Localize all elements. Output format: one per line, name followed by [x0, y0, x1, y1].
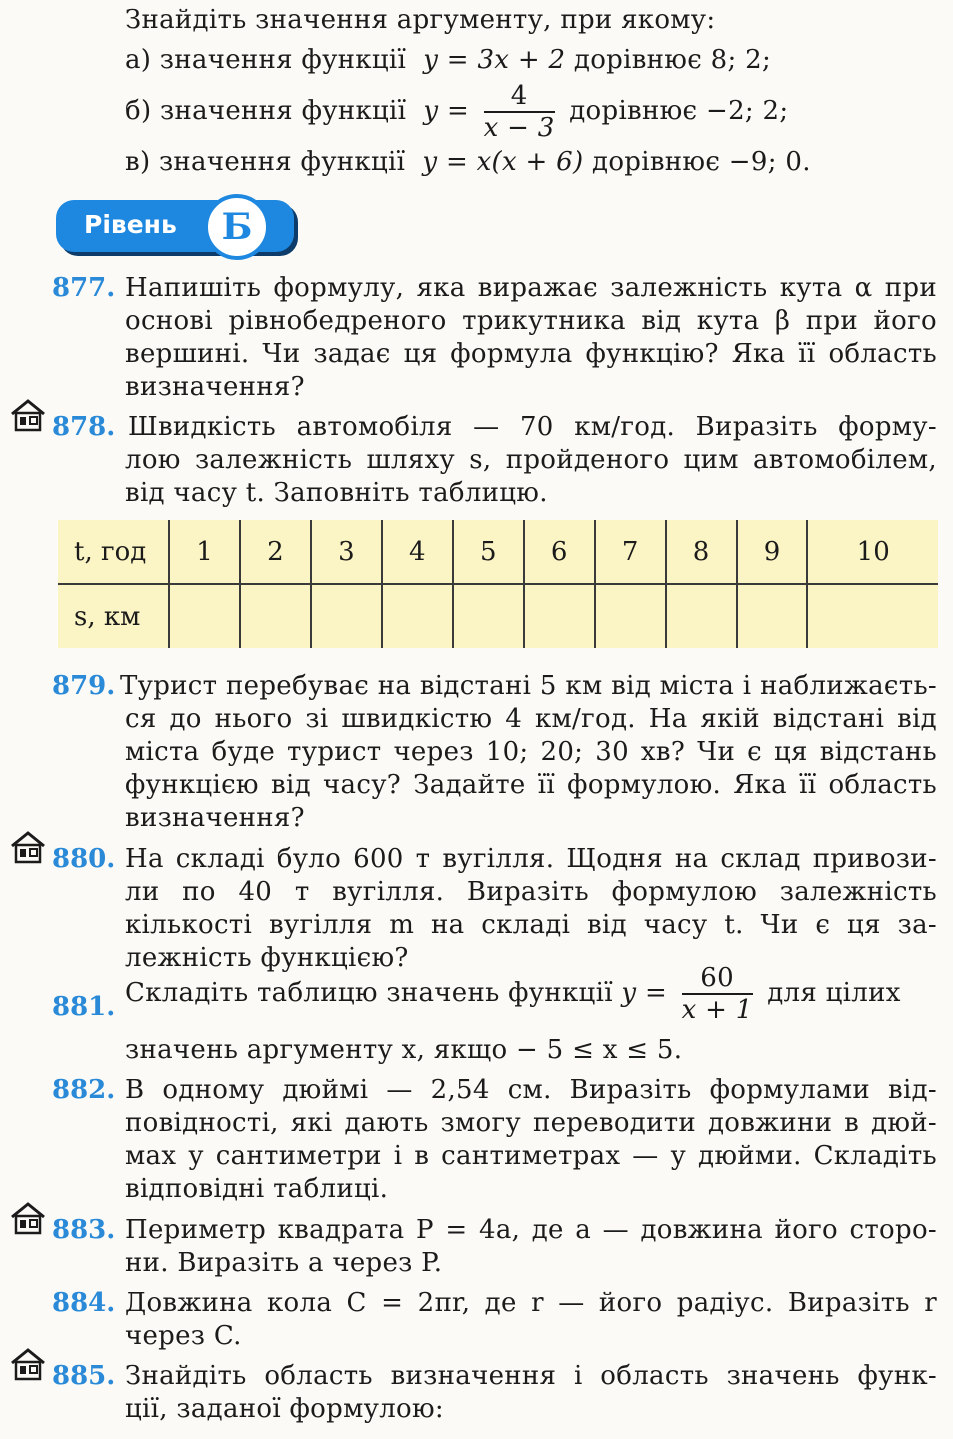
problem-880-line: На складі було 600 т вугілля. Щодня на склад привози-	[125, 844, 937, 874]
table-cell-s	[382, 584, 453, 648]
intro-b-suffix: дорівнює −2; 2;	[569, 96, 789, 126]
problem-883-number: 883.	[52, 1215, 116, 1245]
house-icon	[10, 1201, 46, 1235]
problem-880-number: 880.	[52, 844, 116, 874]
problem-884-line: через C.	[125, 1321, 242, 1351]
problem-881-numerator: 60	[682, 963, 753, 995]
table-cell-t: 4	[382, 520, 453, 584]
table-cell-s	[169, 584, 240, 648]
table-cell-s	[453, 584, 524, 648]
problem-879-line: визначення?	[125, 803, 305, 833]
intro-c-prefix: в) значення функції	[125, 147, 406, 177]
table-cell-s	[524, 584, 595, 648]
level-badge	[56, 200, 294, 252]
problem-881-line	[125, 962, 937, 1025]
intro-a-suffix: дорівнює 8; 2;	[573, 45, 772, 75]
problem-881-denominator: x + 1	[681, 995, 753, 1025]
table-row	[58, 520, 938, 584]
table-cell-t: 5	[453, 520, 524, 584]
table-cell-s	[737, 584, 808, 648]
intro-a-formula: y = 3x + 2	[423, 45, 566, 75]
problem-882-line: відповідні таблиці.	[125, 1174, 389, 1204]
intro-item-a	[125, 44, 771, 76]
table-cell-t: 3	[311, 520, 382, 584]
house-icon	[10, 1347, 46, 1381]
problem-877-number: 877.	[52, 273, 116, 303]
table-cell-t: 6	[524, 520, 595, 584]
problem-879-line: ся до нього зі швидкістю 4 км/год. На якій відстані від	[125, 704, 937, 734]
problem-878-line: Швидкість автомобіля — 70 км/год. Виразіть форму-	[128, 412, 937, 442]
problem-883-line: Периметр квадрата P = 4a, де a — довжина його сторо-	[125, 1215, 937, 1245]
problem-880-line: ли по 40 т вугілля. Виразіть формулою залежність	[125, 877, 937, 907]
problem-881-lhs: y =	[621, 978, 668, 1008]
problem-879-line: міста буде турист через 10; 20; 30 хв? Чи є ця відстань	[125, 737, 937, 767]
table-row	[58, 584, 938, 648]
table-cell-t: 8	[666, 520, 737, 584]
intro-b-numerator: 4	[484, 81, 555, 113]
level-letter: Б	[204, 194, 270, 260]
intro-b-lhs: y =	[423, 96, 470, 126]
problem-881-prefix: Складіть таблицю значень функції	[125, 978, 613, 1008]
table-row-label-s: s, км	[74, 601, 141, 632]
problem-885-line: Знайдіть область визначення і область значень функ-	[125, 1361, 937, 1391]
problem-880-line: кількості вугілля m на складі від часу t. Чи є ця за-	[125, 910, 937, 940]
intro-item-b	[125, 80, 788, 143]
table-cell-t: 1	[169, 520, 240, 584]
problem-877-line: вершині. Чи задає ця формула функцію? Яка її область	[125, 339, 937, 369]
table-cell-t: 10	[807, 520, 938, 584]
intro-item-c	[125, 146, 811, 178]
intro-b-fraction	[484, 81, 555, 143]
problem-883-line: ни. Виразіть a через P.	[125, 1248, 443, 1278]
problem-878-line: лою залежність шляху s, пройденого цим автомобілем,	[125, 445, 937, 475]
house-icon	[10, 398, 46, 432]
table-cell-s	[807, 584, 938, 648]
table-cell-t: 9	[737, 520, 808, 584]
table-cell-s	[666, 584, 737, 648]
problem-879-line: Турист перебуває на відстані 5 км від міста і наближаєть-	[120, 671, 937, 701]
problem-878-number: 878.	[52, 412, 116, 442]
problem-881-line: значень аргументу x, якщо − 5 ≤ x ≤ 5.	[125, 1035, 683, 1065]
problem-877-line: основі рівнобедреного трикутника від кута β при його	[125, 306, 937, 336]
intro-c-suffix: дорівнює −9; 0.	[592, 147, 811, 177]
level-label: Рівень	[84, 210, 177, 239]
problem-884-number: 884.	[52, 1288, 116, 1318]
table-row-label-t: t, год	[58, 520, 169, 584]
problem-885-number: 885.	[52, 1361, 116, 1391]
intro-c-formula: y = x(x + 6)	[422, 147, 584, 177]
problem-882-line: повідності, які дають змогу переводити довжини в дюй-	[125, 1108, 937, 1138]
problem-881-number: 881.	[52, 992, 116, 1022]
problem-877-line: Напишіть формулу, яка виражає залежність кута α при	[125, 273, 937, 303]
problem-878-line: від часу t. Заповніть таблицю.	[125, 478, 548, 508]
intro-b-denominator: x − 3	[483, 113, 555, 143]
problem-885-line: ції, заданої формулою:	[125, 1394, 444, 1424]
problem-882-line: мах у сантиметри і в сантиметрах — у дюйми. Складіть	[125, 1141, 937, 1171]
intro-line: Знайдіть значення аргументу, при якому:	[125, 5, 716, 35]
problem-879-number: 879.	[52, 671, 116, 701]
problem-881-suffix: для цілих	[767, 978, 901, 1008]
problem-882-line: В одному дюймі — 2,54 см. Виразіть формулами від-	[125, 1075, 937, 1105]
table-cell-s	[311, 584, 382, 648]
problem-881-fraction	[682, 963, 753, 1025]
table-cell-t: 7	[595, 520, 666, 584]
table-cell-s	[240, 584, 311, 648]
problem-879-line: функцією від часу? Задайте її формулою. Яка її область	[125, 770, 937, 800]
house-icon	[10, 830, 46, 864]
problem-882-number: 882.	[52, 1075, 116, 1105]
time-distance-table	[58, 520, 938, 648]
intro-b-prefix: б) значення функції	[125, 96, 407, 126]
problem-884-line: Довжина кола C = 2πr, де r — його радіус. Виразіть r	[125, 1288, 937, 1318]
intro-a-prefix: а) значення функції	[125, 45, 407, 75]
table-cell-s	[595, 584, 666, 648]
problem-880-line: лежність функцією?	[125, 943, 409, 973]
table-cell-t: 2	[240, 520, 311, 584]
problem-877-line: визначення?	[125, 372, 305, 402]
